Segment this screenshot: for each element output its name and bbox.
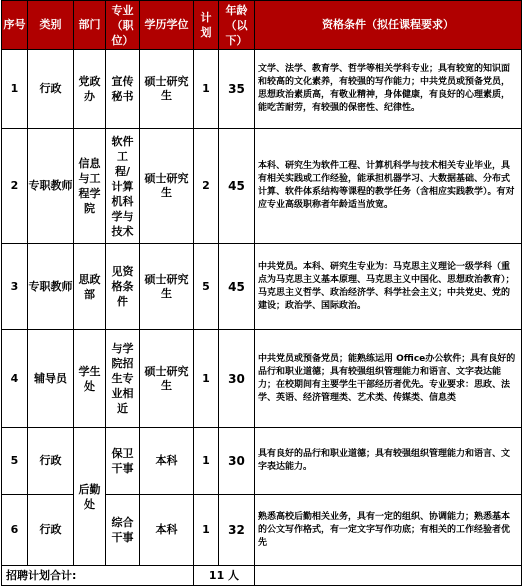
- cell-degree: 硕士研究生: [140, 244, 194, 330]
- header-degree: 学历学位: [140, 1, 194, 50]
- total-label: 招聘计划合计:: [2, 566, 194, 586]
- cell-category: 专职教师: [28, 244, 74, 330]
- header-major: 专业（职位）: [106, 1, 140, 50]
- cell-seq: 2: [2, 129, 28, 244]
- cell-dept: 党政办: [74, 50, 106, 129]
- cell-dept-shared: 后勤处: [74, 428, 106, 566]
- total-row: [2, 566, 522, 586]
- cell-age: 32: [219, 495, 255, 566]
- cell-requirements: 文学、法学、教育学、哲学等相关学科专业；具有较宽的知识面和较高的文化素养，有较强的写作能力；中共党员或预备党员，思想政治素质高，有敬业精神，身体健康，有良好的心理素质，能吃苦耐劳，有较强的保密性、纪律性。: [255, 50, 522, 129]
- total-value: 11 人: [194, 566, 255, 586]
- cell-plan: 1: [194, 330, 219, 428]
- header-dept: 部门: [74, 1, 106, 50]
- total-empty-cell: [255, 566, 522, 586]
- cell-seq: 6: [2, 495, 28, 566]
- cell-plan: 5: [194, 244, 219, 330]
- table-row: [2, 50, 522, 129]
- cell-plan: 1: [194, 50, 219, 129]
- cell-degree: 硕士研究生: [140, 330, 194, 428]
- cell-requirements: 中共党员或预备党员；能熟练运用 Office办公软件；具有良好的品行和职业道德；具有较强组织管理能力和语言、文字表达能力；在校期间有主要学生干部经历者优先。专业要求：思政、法学、英语、经济管理类、艺术类、传媒类、信息类: [255, 330, 522, 428]
- cell-degree: 本科: [140, 495, 194, 566]
- cell-plan: 1: [194, 495, 219, 566]
- cell-requirements: 中共党员。本科、研究生专业为：马克思主义理论一级学科（重点为马克思主义基本原理、马克思主义中国化、思想政治教育）；马克思主义哲学、政治经济学、科学社会主义；中共党史、党的建设；政治学、国际政治。: [255, 244, 522, 330]
- cell-degree: 本科: [140, 428, 194, 495]
- cell-seq: 3: [2, 244, 28, 330]
- cell-category: 行政: [28, 428, 74, 495]
- cell-age: 45: [219, 244, 255, 330]
- cell-dept: 思政部: [74, 244, 106, 330]
- cell-major: 见资格条件: [106, 244, 140, 330]
- header-age: 年龄（以下）: [219, 1, 255, 50]
- cell-major: 综合干事: [106, 495, 140, 566]
- cell-degree: 硕士研究生: [140, 129, 194, 244]
- cell-dept: 信息与工程学院: [74, 129, 106, 244]
- cell-age: 45: [219, 129, 255, 244]
- cell-plan: 2: [194, 129, 219, 244]
- header-plan: 计划: [194, 1, 219, 50]
- cell-requirements: 本科、研究生为软件工程、计算机科学与技术相关专业毕业，具有相关实践或工作经验，能承担机器学习、大数据基础、分布式计算、软件体系结构等课程的教学任务（含相应实践教学）。有对应专业高级职称者年龄适当放宽。: [255, 129, 522, 244]
- table-row: [2, 428, 522, 495]
- header-category: 类别: [28, 1, 74, 50]
- cell-age: 35: [219, 50, 255, 129]
- cell-dept: 学生处: [74, 330, 106, 428]
- table-row: [2, 129, 522, 244]
- cell-plan: 1: [194, 428, 219, 495]
- recruitment-table: [1, 0, 522, 586]
- cell-category: 专职教师: [28, 129, 74, 244]
- cell-category: 行政: [28, 50, 74, 129]
- cell-seq: 1: [2, 50, 28, 129]
- header-seq: 序号: [2, 1, 28, 50]
- cell-major: 保卫干事: [106, 428, 140, 495]
- cell-major: 软件工程/计算机科学与技术: [106, 129, 140, 244]
- cell-requirements: 具有良好的品行和职业道德；具有较强组织管理能力和语言、文字表达能力。: [255, 428, 522, 495]
- cell-seq: 5: [2, 428, 28, 495]
- cell-category: 辅导员: [28, 330, 74, 428]
- cell-major: 与学院招生专业相近: [106, 330, 140, 428]
- cell-major: 宣传秘书: [106, 50, 140, 129]
- cell-requirements: 熟悉高校后勤相关业务，具有一定的组织、协调能力；熟悉基本的公文写作格式，有一定文字写作功底；有相关的工作经验者优先: [255, 495, 522, 566]
- cell-category: 行政: [28, 495, 74, 566]
- cell-age: 30: [219, 428, 255, 495]
- header-requirements: 资格条件（拟任课程要求）: [255, 1, 522, 50]
- table-row: [2, 330, 522, 428]
- table-row: [2, 244, 522, 330]
- cell-seq: 4: [2, 330, 28, 428]
- header-row: [2, 1, 522, 50]
- cell-age: 30: [219, 330, 255, 428]
- cell-degree: 硕士研究生: [140, 50, 194, 129]
